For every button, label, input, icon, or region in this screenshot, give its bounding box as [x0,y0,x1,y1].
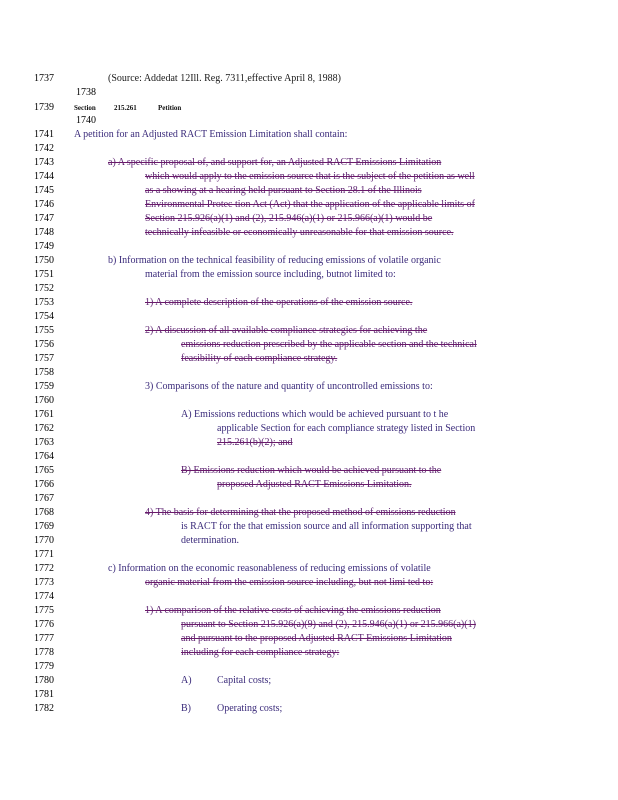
item-c1-line: and pursuant to the proposed Adjusted RACT Emissions Limitation [181,633,452,644]
line-number: 1771 [34,549,54,560]
item-cA-text: Capital costs; [217,675,272,686]
line-number: 1769 [34,521,54,532]
line-number: 1748 [34,227,54,238]
source-note: (Source: Addedat 12Ill. Reg. 7311,effective April 8, 1988) [108,73,342,84]
para-a-line: Environmental Protec tion Act (Act) that the application of the applicable limits of [145,199,475,210]
para-b-line: b) Information on the technical feasibility of reducing emissions of volatile organic [108,255,441,266]
line-number: 1739 [34,102,54,113]
line-number: 1759 [34,381,54,392]
line-number: 1756 [34,339,54,350]
line-number: 1770 [34,535,54,546]
item-b3A-line: A) Emissions reductions which would be achieved pursuant to t he [181,409,449,420]
para-c-line: organic material from the emission source including, but not limi ted to: [145,577,434,588]
line-number: 1774 [34,591,54,602]
para-b-line: material from the emission source including, butnot limited to: [145,269,396,280]
line-number: 1765 [34,465,54,476]
line-number: 1757 [34,353,54,364]
line-number: 1749 [34,241,54,252]
para-a-line: which would apply to the emission source that is the subject of the petition as well [145,171,475,182]
item-cB-text: Operating costs; [217,703,283,714]
line-number: 1764 [34,451,54,462]
line-number: 1773 [34,577,54,588]
line-number: 1763 [34,437,54,448]
item-b3B-line: proposed Adjusted RACT Emissions Limitation. [217,479,412,490]
line-number: 1766 [34,479,54,490]
line-number: 1743 [34,157,54,168]
line-number: 1761 [34,409,54,420]
item-b2-line: emissions reduction prescribed by the applicable section and the technical [181,339,477,350]
item-cB-letter: B) [181,703,191,714]
para-c-line: c) Information on the economic reasonableness of reducing emissions of volatile [108,563,431,574]
section-number: 215.261 [114,104,137,112]
item-b3B-line: B) Emissions reduction which would be achieved pursuant to the [181,465,442,476]
line-number: 1779 [34,661,54,672]
intro-text: A petition for an Adjusted RACT Emission Limitation shall contain: [74,129,348,140]
item-c1-line: including for each compliance strategy: [181,647,340,658]
item-b4-line: 4) The basis for determining that the proposed method of emissions reduction [145,507,456,518]
line-number: 1767 [34,493,54,504]
item-b2-line: 2) A discussion of all available compliance strategies for achieving the [145,325,428,336]
line-number: 1742 [34,143,54,154]
item-b3: 3) Comparisons of the nature and quantity of uncontrolled emissions to: [145,381,433,392]
line-number: 1740 [76,115,96,126]
item-cA-letter: A) [181,675,192,686]
line-number: 1775 [34,605,54,616]
line-number: 1760 [34,395,54,406]
line-number: 1746 [34,199,54,210]
para-a-line: a) A specific proposal of, and support for, an Adjusted RACT Emissions Limitation [108,157,442,168]
line-number: 1754 [34,311,54,322]
item-c1-line: pursuant to Section 215.926(a)(9) and (2), 215.946(a)(1) or 215.966(a)(1) [181,619,476,630]
item-b3A-line: applicable Section for each compliance strategy listed in Section [217,423,476,434]
item-b4-line: is RACT for the that emission source and all information supporting that [181,521,472,532]
line-number: 1778 [34,647,54,658]
line-number: 1772 [34,563,54,574]
item-b1: 1) A complete description of the operations of the emission source. [145,297,413,308]
line-number: 1737 [34,73,54,84]
item-c1-line: 1) A comparison of the relative costs of achieving the emissions reduction [145,605,441,616]
line-number: 1755 [34,325,54,336]
line-number: 1777 [34,633,54,644]
line-number: 1747 [34,213,54,224]
line-number: 1780 [34,675,54,686]
line-number: 1781 [34,689,54,700]
item-b3A-line: 215.261(b)(2); and [217,437,293,448]
line-number: 1768 [34,507,54,518]
para-a-line: Section 215.926(a)(1) and (2), 215.946(a)(1) or 215.966(a)(1) would be [145,213,433,224]
item-b4-line: determination. [181,535,240,546]
para-a-line: as a showing at a hearing held pursuant to Section 28.1 of the Illinois [145,185,422,196]
line-number: 1738 [76,87,96,98]
para-a-line: technically infeasible or economically unreasonable for that emission source. [145,227,454,238]
line-number: 1741 [34,129,54,140]
section-label: Section [74,104,96,112]
line-number: 1776 [34,619,54,630]
line-number: 1782 [34,703,54,714]
line-number: 1752 [34,283,54,294]
line-number: 1758 [34,367,54,378]
item-b2-line: feasibility of each compliance strategy. [181,353,338,364]
line-number: 1762 [34,423,54,434]
line-number: 1750 [34,255,54,266]
section-title: Petition [158,104,182,112]
line-number: 1744 [34,171,54,182]
line-number: 1753 [34,297,54,308]
line-number: 1751 [34,269,54,280]
line-number: 1745 [34,185,54,196]
